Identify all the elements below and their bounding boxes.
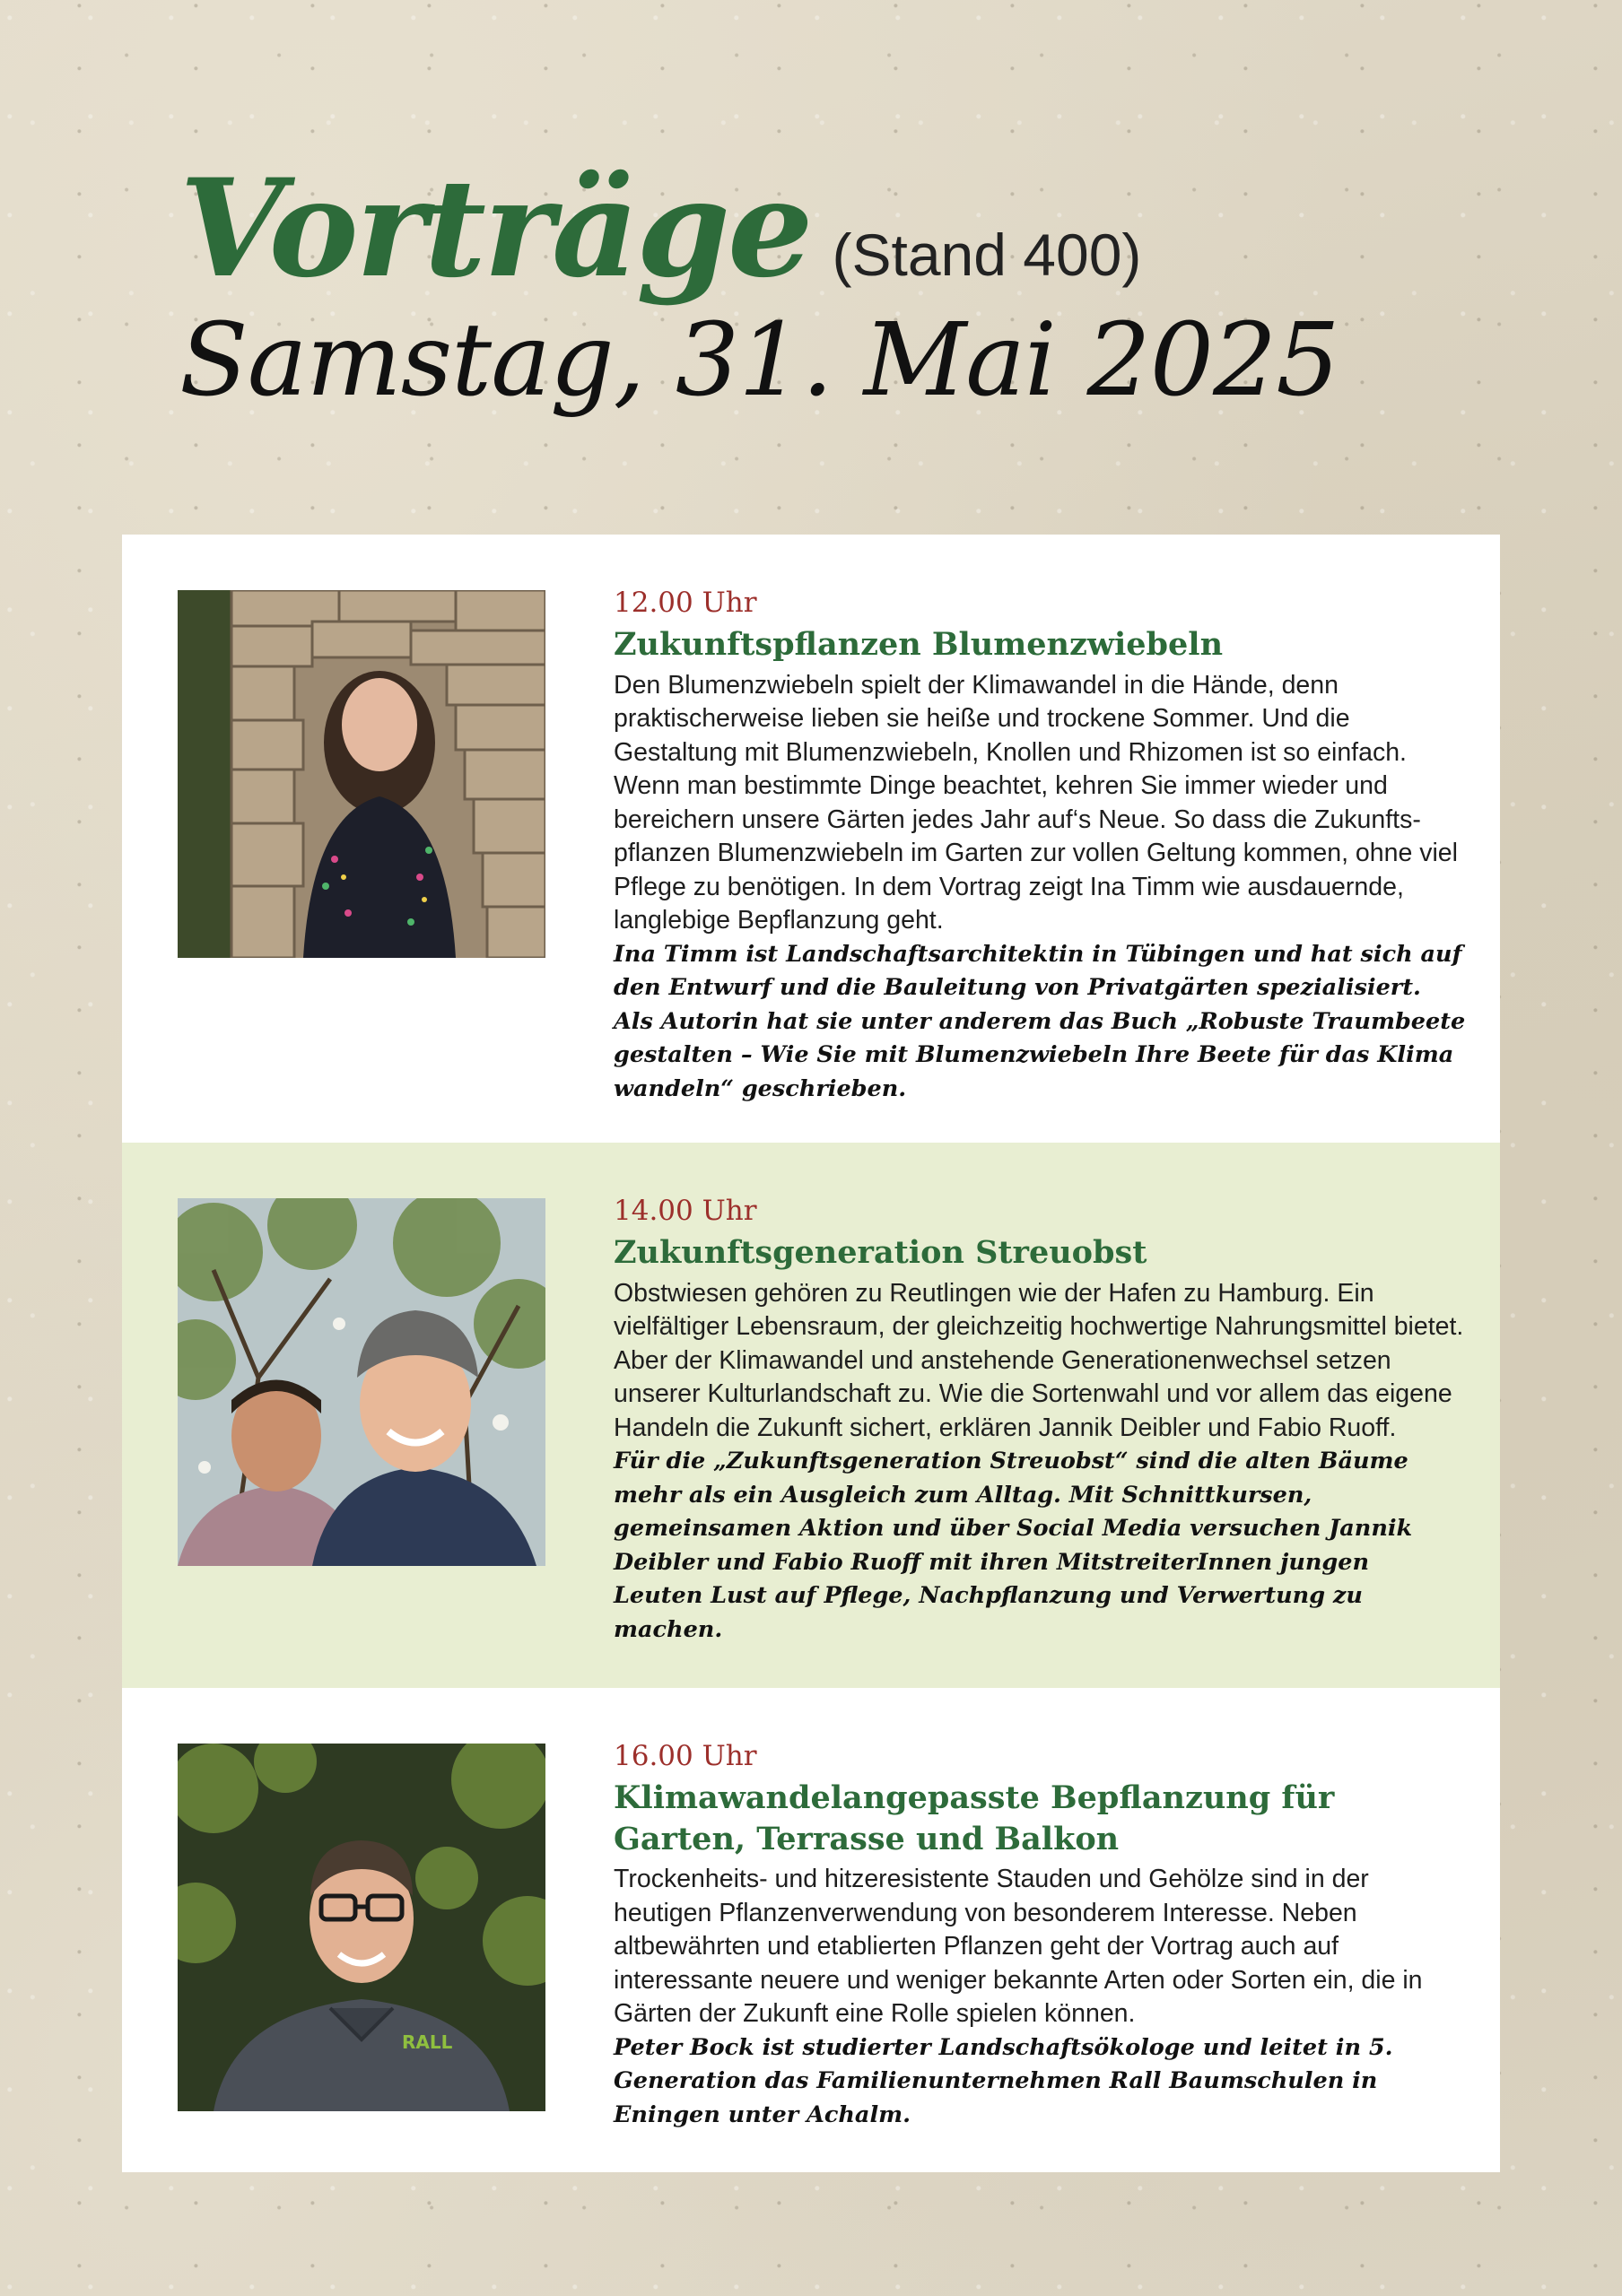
- speaker-bio: Ina Timm ist Landschaftsarchitektin in Tübingen und hat sich auf den Entwurf und die Bauleitung von Privatgärten spezialisiert. Als Autorin hat sie unter anderem das Buch „Robuste Traumbeete gestalten – Wie Sie mit Blumenzwiebeln Ihre Beete für das Klima wandeln“ geschrieben.: [614, 940, 1466, 1102]
- talk-time: 16.00 Uhr: [614, 1740, 757, 1772]
- page-title: Vorträge: [179, 150, 811, 308]
- speaker-photo: [178, 1744, 545, 2111]
- speaker-photo: [178, 1198, 545, 1566]
- talk-title: Klimawandelangepasste Bepflanzung für Garten, Terrasse und Balkon: [614, 1779, 1335, 1857]
- talk-card: [122, 535, 1500, 1143]
- talk-time: 14.00 Uhr: [614, 1195, 757, 1227]
- speaker-photo: [178, 590, 545, 958]
- talk-time: 12.00 Uhr: [614, 587, 757, 619]
- talk-description: Trockenheits- und hitzeresistente Stauden und Gehölze sind in der heutigen Pflanzenverwendung von besonderem Interesse. Neben altbewährten und etablierten Pflanzen geht der Vortrag auch auf interessante neuere und weniger bekannte Arten oder Sorten ein, die in Gärten der Zukunft eine Rolle spielen können.: [614, 1865, 1423, 2028]
- event-date: Samstag, 31. Mai 2025: [179, 302, 1339, 419]
- title-line: [179, 150, 1339, 308]
- page-header: [179, 150, 1339, 419]
- stand-label: (Stand 400): [832, 222, 1142, 288]
- speaker-photo-image: [178, 1198, 545, 1566]
- speaker-photo-image: [178, 1744, 545, 2111]
- talk-card: [122, 1143, 1500, 1688]
- talk-content: [614, 587, 1466, 1106]
- talk-content: [614, 1740, 1466, 2132]
- speaker-photo-image: [178, 590, 545, 958]
- talk-content: [614, 1195, 1466, 1647]
- rall-logo: RALL: [402, 2031, 453, 2053]
- talk-description: Den Blumenzwiebeln spielt der Klimawandel in die Hände, denn praktischerweise lieben sie heiße und trockene Sommer. Und die Gestaltung mit Blumenzwiebeln, Knollen und Rhizomen ist so einfach. Wenn man bestimmte Dinge beachtet, kehren Sie immer wieder und bereichern unsere Gärten jedes Jahr auf‘s Neue. So dass die Zukunfts- pflanzen Blumenzwiebeln im Garten zur vollen Geltung kommen, ohne viel Pflege zu benötigen. In dem Vortrag zeigt Ina Timm wie ausdauernde, langlebige Bepflanzung geht.: [614, 670, 1458, 935]
- talk-card: [122, 1688, 1500, 2172]
- speaker-bio: Für die „Zukunftsgeneration Streuobst“ sind die alten Bäume mehr als ein Ausgleich zum Alltag. Mit Schnittkursen, gemeinsamen Aktion und über Social Media versuchen Jannik Deibler und Fabio Ruoff mit ihren MitstreiterInnen jungen Leuten Lust auf Pflege, Nachpflanzung und Verwertung zu machen.: [614, 1448, 1413, 1643]
- talk-description: Obstwiesen gehören zu Reutlingen wie der Hafen zu Hamburg. Ein vielfältiger Lebensraum, der gleichzeitig hochwertige Nahrungsmittel bietet. Aber der Klimawandel und anstehende Generationenwechsel setzen unserer Kulturlandschaft zu. Wie die Sortenwahl und vor allem das eigene Handeln die Zukunft sichert, erklären Jannik Deibler und Fabio Ruoff.: [614, 1278, 1464, 1442]
- talk-title: Zukunftspflanzen Blumenzwiebeln: [614, 626, 1224, 663]
- talk-list: [122, 535, 1500, 2172]
- speaker-bio: Peter Bock ist studierter Landschaftsökologe und leitet in 5. Generation das Familienunternehmen Rall Baumschulen in Eningen unter Achalm.: [614, 2033, 1393, 2128]
- talk-title: Zukunftsgeneration Streuobst: [614, 1234, 1147, 1271]
